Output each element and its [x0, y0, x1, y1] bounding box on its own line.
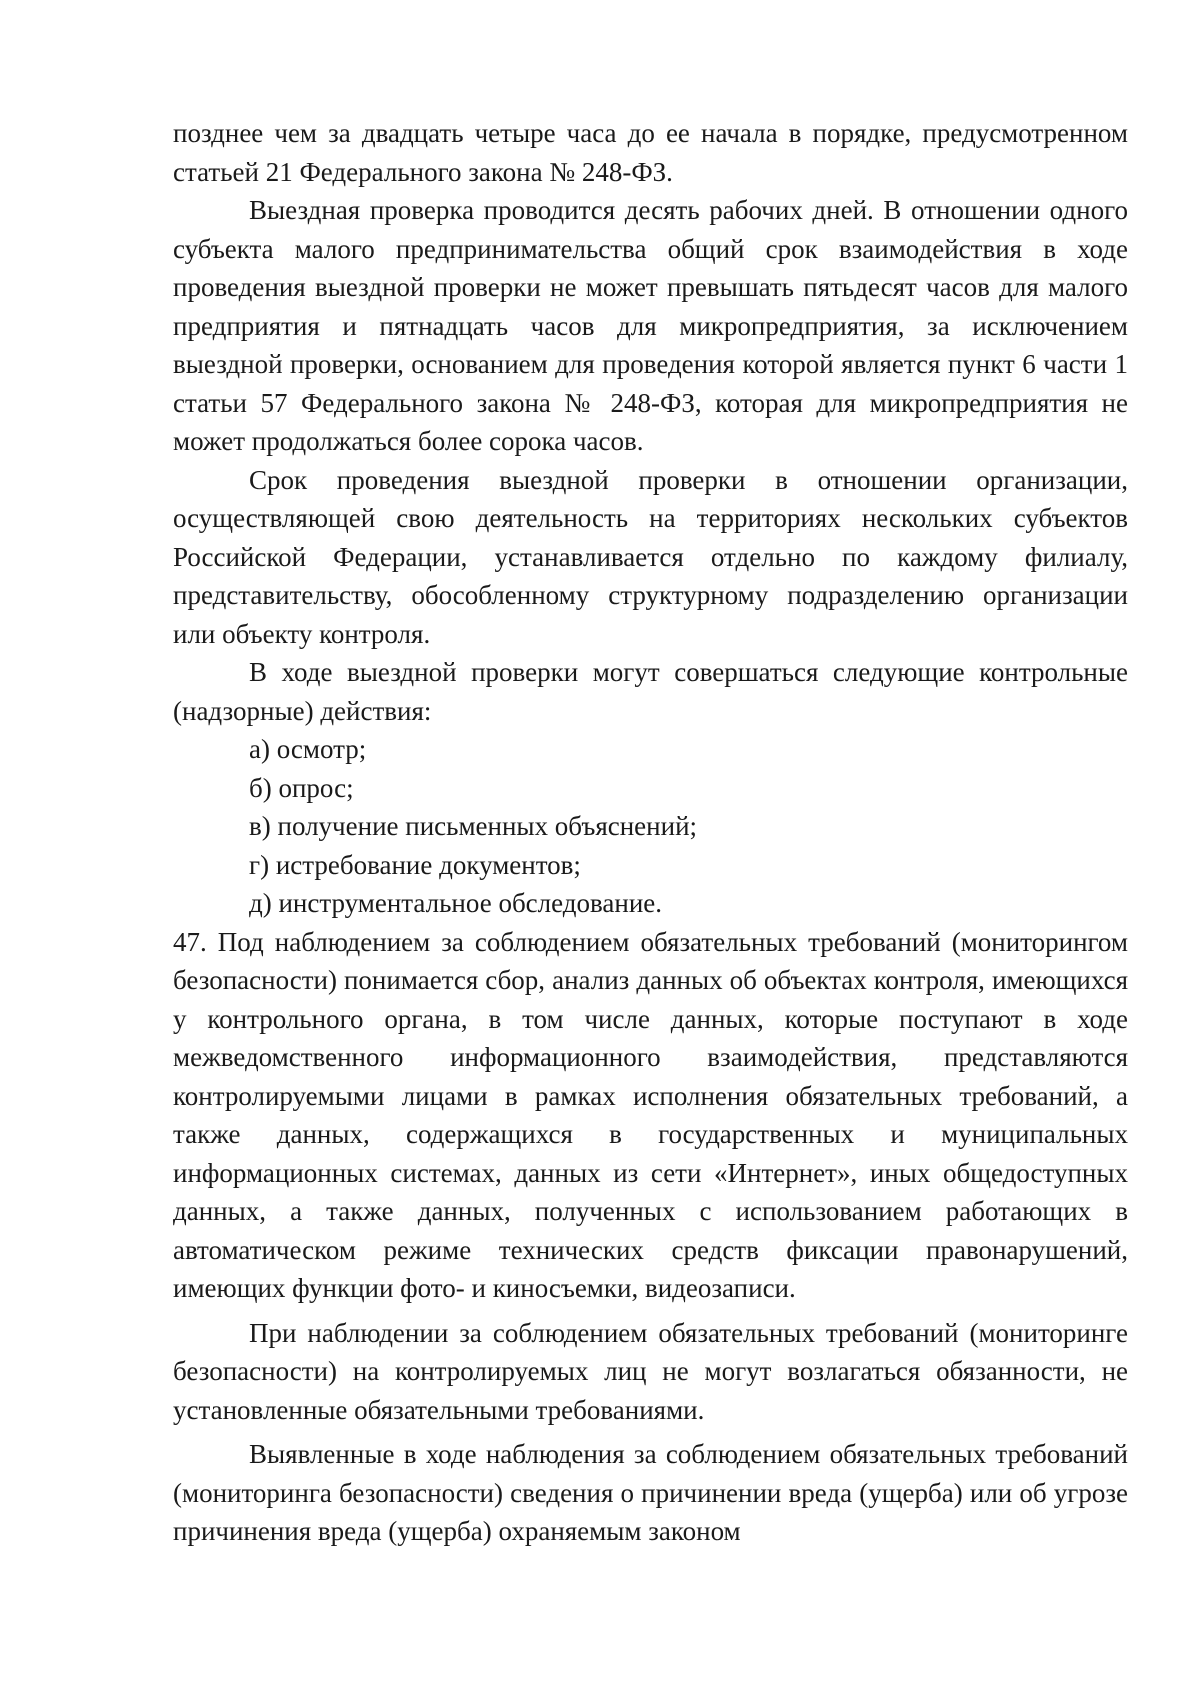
paragraph-monitoring-findings: Выявленные в ходе наблюдения за соблюдением обязательных требований (мониторинга безопасности) сведения о причинении вреда (ущерба) или об угрозе причинения вреда (ущерба) охраняемым законом	[173, 1439, 1128, 1546]
actions-list	[173, 730, 1128, 923]
list-item: д) инструментальное обследование.	[249, 888, 663, 918]
paragraph-monitoring-obligations: При наблюдении за соблюдением обязательных требований (мониторинге безопасности) на контролируемых лиц не могут возлагаться обязанности, не установленные обязательными требованиями.	[173, 1317, 1128, 1425]
paragraph-inspection-term: Срок проведения выездной проверки в отношении организации, осуществляющей свою деятельность на территориях нескольких субъектов Российской Федерации, устанавливается отдельно по каждому филиалу, представительству, обособленному структурному подразделению организации или объекту контроля.	[173, 464, 1128, 649]
list-item: а) осмотр;	[249, 734, 367, 764]
list-item: г) истребование документов;	[249, 849, 581, 880]
document-page	[173, 114, 1128, 1551]
paragraph-actions-intro: В ходе выездной проверки могут совершаться следующие контрольные (надзорные) действия:	[173, 657, 1128, 726]
paragraph-continuation: позднее чем за двадцать четыре часа до ее начала в порядке, предусмотренном статьей 21 Федерального закона № 248-ФЗ.	[173, 118, 1128, 187]
list-item: б) опрос;	[249, 772, 354, 803]
paragraph-inspection-duration: Выездная проверка проводится десять рабочих дней. В отношении одного субъекта малого предпринимательства общий срок взаимодействия в ходе проведения выездной проверки не может превышать пятьдесят часов для малого предприятия и пятнадцать часов для микропредприятия, за исключением выездной проверки, основанием для проведения которой является пункт 6 части 1 статьи 57 Федерального закона № 248-ФЗ, которая для микропредприятия не может продолжаться более сорока часов.	[173, 195, 1128, 456]
list-item: в) получение письменных объяснений;	[249, 811, 698, 841]
paragraph-47-monitoring: 47. Под наблюдением за соблюдением обязательных требований (мониторингом безопасности) понимается сбор, анализ данных об объектах контроля, имеющихся у контрольного органа, в том числе данных, которые поступают в ходе межведомственного информационного взаимодействия, представляются контролируемыми лицами в рамках исполнения обязательных требований, а также данных, содержащихся в государственных и муниципальных информационных системах, данных из сети «Интернет», иных общедоступных данных, а также данных, полученных с использованием работающих в автоматическом режиме технических средств фиксации правонарушений, имеющих функции фото- и киносъемки, видеозаписи.	[173, 926, 1128, 1303]
